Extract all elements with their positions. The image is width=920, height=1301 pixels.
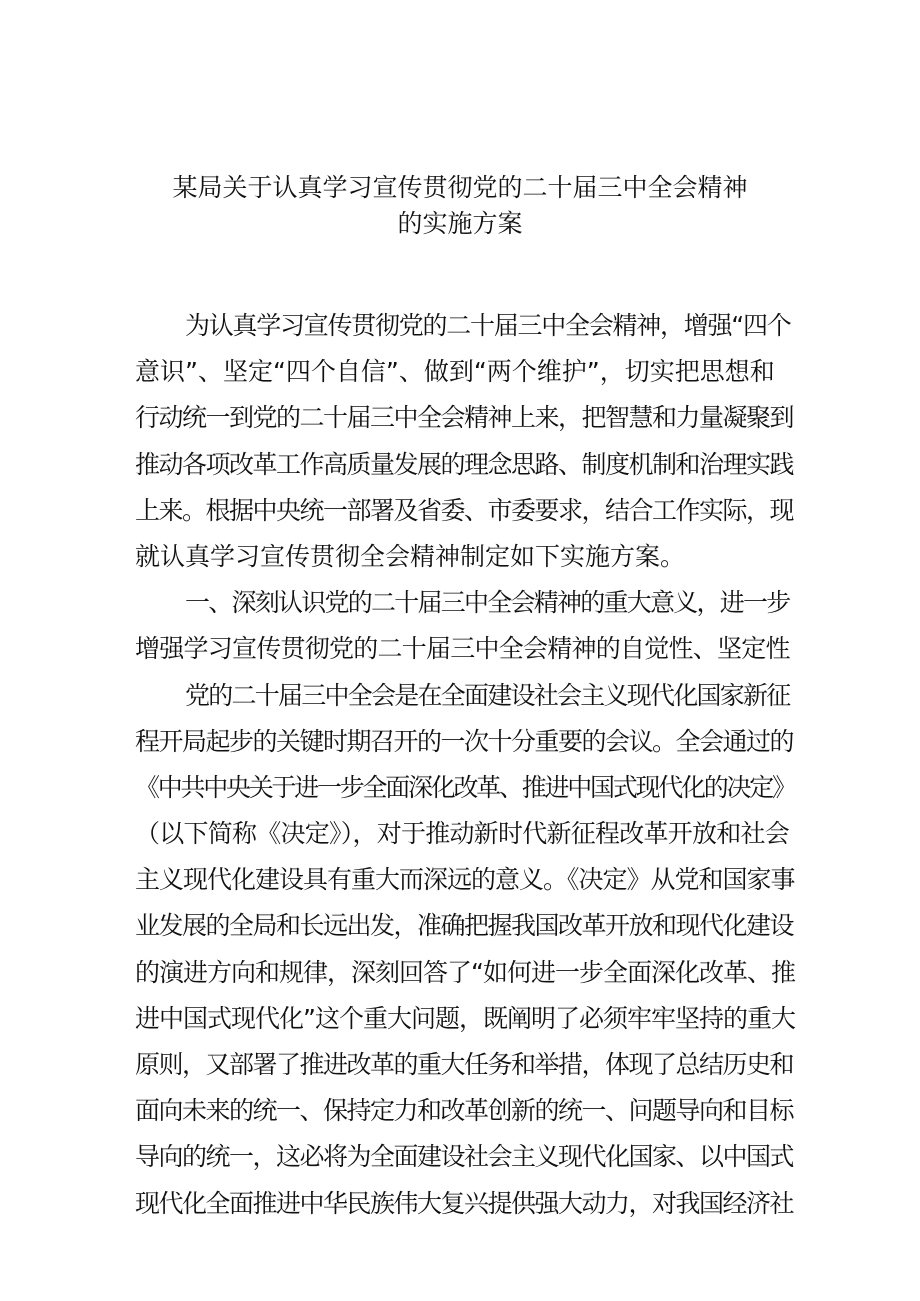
paragraph-intro-line: 推动各项改革工作高质量发展的理念思路、制度机制和治理实践 — [135, 449, 794, 479]
paragraph-line: 《中共中央关于进一步全面深化改革、推进中国式现代化的决定》 — [135, 772, 795, 802]
paragraph-line: 主义现代化建设具有重大而深远的意义。《决定》从党和国家事 — [135, 865, 795, 895]
section-heading-line: 增强学习宣传贯彻党的二十届三中全会精神的自觉性、坚定性 — [135, 634, 790, 664]
paragraph-line: 面向未来的统一、保持定力和改革创新的统一、问题导向和目标 — [135, 1096, 794, 1126]
paragraph-intro-line: 行动统一到党的二十届三中全会精神上来，把智慧和力量凝聚到 — [135, 403, 794, 433]
paragraph-line: 现代化全面推进中华民族伟大复兴提供强大动力，对我国经济社 — [135, 1188, 794, 1218]
document-body — [135, 303, 795, 1227]
paragraph-line: （以下简称《决定》），对于推动新时代新征程改革开放和社会 — [135, 819, 790, 849]
paragraph-line: 导向的统一，这必将为全面建设社会主义现代化国家、以中国式 — [135, 1142, 794, 1172]
paragraph-intro-line: 为认真学习宣传贯彻党的二十届三中全会精神，增强“四个 — [185, 311, 791, 340]
paragraph-line: 业发展的全局和长远出发，准确把握我国改革开放和现代化建设 — [135, 911, 794, 941]
paragraph-line: 程开局起步的关键时期召开的一次十分重要的会议。全会通过的 — [135, 726, 794, 756]
title-line-1: 某局关于认真学习宣传贯彻党的二十届三中全会精神 — [172, 173, 748, 202]
section-heading-line: 一、深刻认识党的二十届三中全会精神的重大意义，进一步 — [185, 588, 790, 618]
paragraph-intro-line: 就认真学习宣传贯彻全会精神制定如下实施方案。 — [135, 541, 686, 571]
paragraph-line: 原则，又部署了推进改革的重大任务和举措，体现了总结历史和 — [135, 1050, 794, 1079]
title-line-2: 的实施方案 — [397, 209, 523, 238]
paragraph-line: 的演进方向和规律，深刻回答了“如何进一步全面深化改革、推 — [135, 957, 795, 987]
document-title — [0, 170, 920, 242]
paragraph-line: 进中国式现代化”这个重大问题，既阐明了必须牢牢坚持的重大 — [135, 1003, 795, 1033]
paragraph-intro-line: 上来。根据中央统一部署及省委、市委要求，结合工作实际，现 — [135, 495, 794, 525]
paragraph-intro-line: 意识”、坚定“四个自信”、做到“两个维护”，切实把思想和 — [135, 357, 775, 387]
paragraph-line: 党的二十届三中全会是在全面建设社会主义现代化国家新征 — [185, 680, 790, 710]
